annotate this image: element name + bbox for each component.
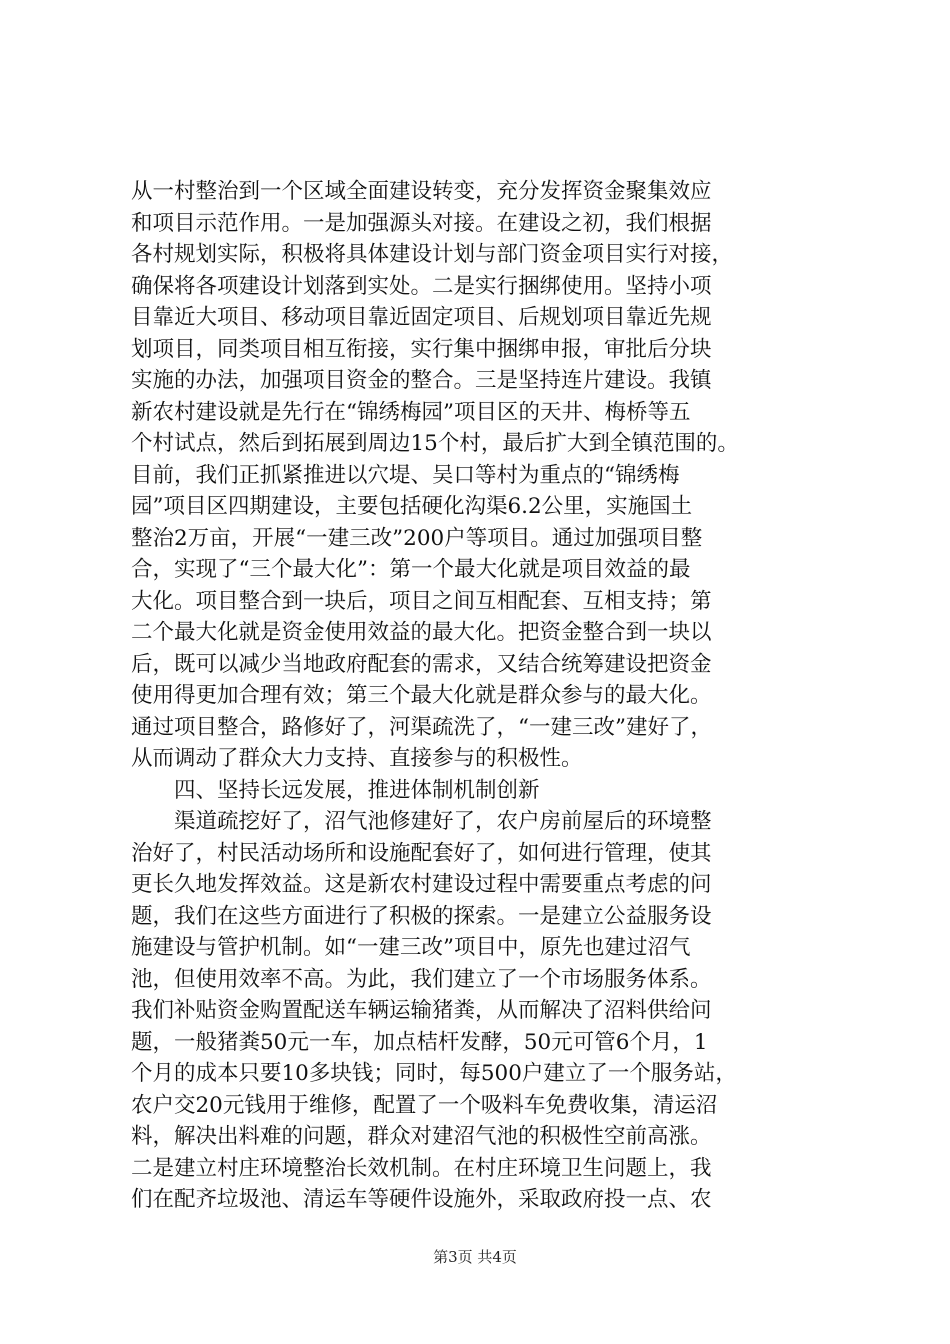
text-line: 池，但使用效率不高。为此，我们建立了一个市场服务体系。 bbox=[131, 966, 712, 992]
text-line: 们在配齐垃圾池、清运车等硬件设施外，采取政府投一点、农 bbox=[131, 1187, 712, 1212]
text-line: 整治2万亩，开展“一建三改”200户等项目。通过加强项目整 bbox=[131, 525, 703, 551]
text-line: 确保将各项建设计划落到实处。二是实行捆绑使用。坚持小项 bbox=[131, 273, 712, 299]
body-text bbox=[131, 176, 831, 1216]
text-line: 个村试点，然后到拓展到周边15个村，最后扩大到全镇范围的。 bbox=[131, 431, 739, 456]
text-line: 题，我们在这些方面进行了积极的探索。一是建立公益服务设 bbox=[131, 903, 712, 929]
text-line: 各村规划实际，积极将具体建设计划与部门资金项目实行对接， bbox=[131, 242, 734, 267]
page-footer: 第3页 共4页 bbox=[433, 1248, 517, 1266]
text-line: 题，一般猪粪50元一车，加点桔杆发酵，50元可管6个月，1 bbox=[131, 1029, 708, 1055]
text-line: 施建设与管护机制。如“一建三改”项目中，原先也建过沼气 bbox=[131, 935, 691, 960]
text-line: 和项目示范作用。一是加强源头对接。在建设之初，我们根据 bbox=[131, 210, 712, 236]
text-line: 大化。项目整合到一块后，项目之间互相配套、互相支持；第 bbox=[131, 588, 712, 614]
text-line: 划项目，同类项目相互衔接，实行集中捆绑申报，审批后分块 bbox=[131, 336, 712, 362]
text-line: 更长久地发挥效益。这是新农村建设过程中需要重点考虑的问 bbox=[131, 872, 712, 897]
text-line: 从一村整治到一个区域全面建设转变，充分发挥资金聚集效应 bbox=[131, 179, 712, 204]
text-line: 料，解决出料难的问题，群众对建沼气池的积极性空前高涨。 bbox=[131, 1124, 712, 1149]
text-line: 新农村建设就是先行在“锦绣梅园”项目区的天井、梅桥等五 bbox=[131, 399, 691, 425]
text-line: 二个最大化就是资金使用效益的最大化。把资金整合到一块以 bbox=[131, 620, 712, 645]
text-line: 使用得更加合理有效；第三个最大化就是群众参与的最大化。 bbox=[131, 683, 712, 708]
text-line: 治好了，村民活动场所和设施配套好了，如何进行管理，使其 bbox=[131, 840, 712, 866]
text-line: 园”项目区四期建设，主要包括硬化沟渠6.2公里，实施国土 bbox=[131, 494, 693, 519]
text-line: 从而调动了群众大力支持、直接参与的积极性。 bbox=[131, 746, 583, 771]
text-line: 目靠近大项目、移动项目靠近固定项目、后规划项目靠近先规 bbox=[131, 305, 712, 330]
text-line: 后，既可以减少当地政府配套的需求，又结合统筹建设把资金 bbox=[131, 651, 712, 677]
text-line: 渠道疏挖好了，沼气池修建好了，农户房前屋后的环境整 bbox=[131, 809, 712, 834]
text-line: 我们补贴资金购置配送车辆运输猪粪，从而解决了沼料供给问 bbox=[131, 998, 712, 1023]
text-line: 个月的成本只要10多块钱；同时，每500户建立了一个服务站， bbox=[131, 1061, 737, 1086]
text-line: 合，实现了“三个最大化”：第一个最大化就是项目效益的最 bbox=[131, 557, 691, 582]
text-line: 实施的办法，加强项目资金的整合。三是坚持连片建设。我镇 bbox=[131, 368, 712, 393]
text-line: 目前，我们正抓紧推进以穴堤、吴口等村为重点的“锦绣梅 bbox=[131, 462, 680, 488]
text-line: 四、坚持长远发展，推进体制机制创新 bbox=[131, 777, 540, 803]
text-line: 二是建立村庄环境整治长效机制。在村庄环境卫生问题上，我 bbox=[131, 1155, 712, 1181]
text-line: 通过项目整合，路修好了，河渠疏洗了，“一建三改”建好了， bbox=[131, 714, 712, 740]
text-line: 农户交20元钱用于维修，配置了一个吸料车免费收集，清运沼 bbox=[131, 1092, 718, 1118]
